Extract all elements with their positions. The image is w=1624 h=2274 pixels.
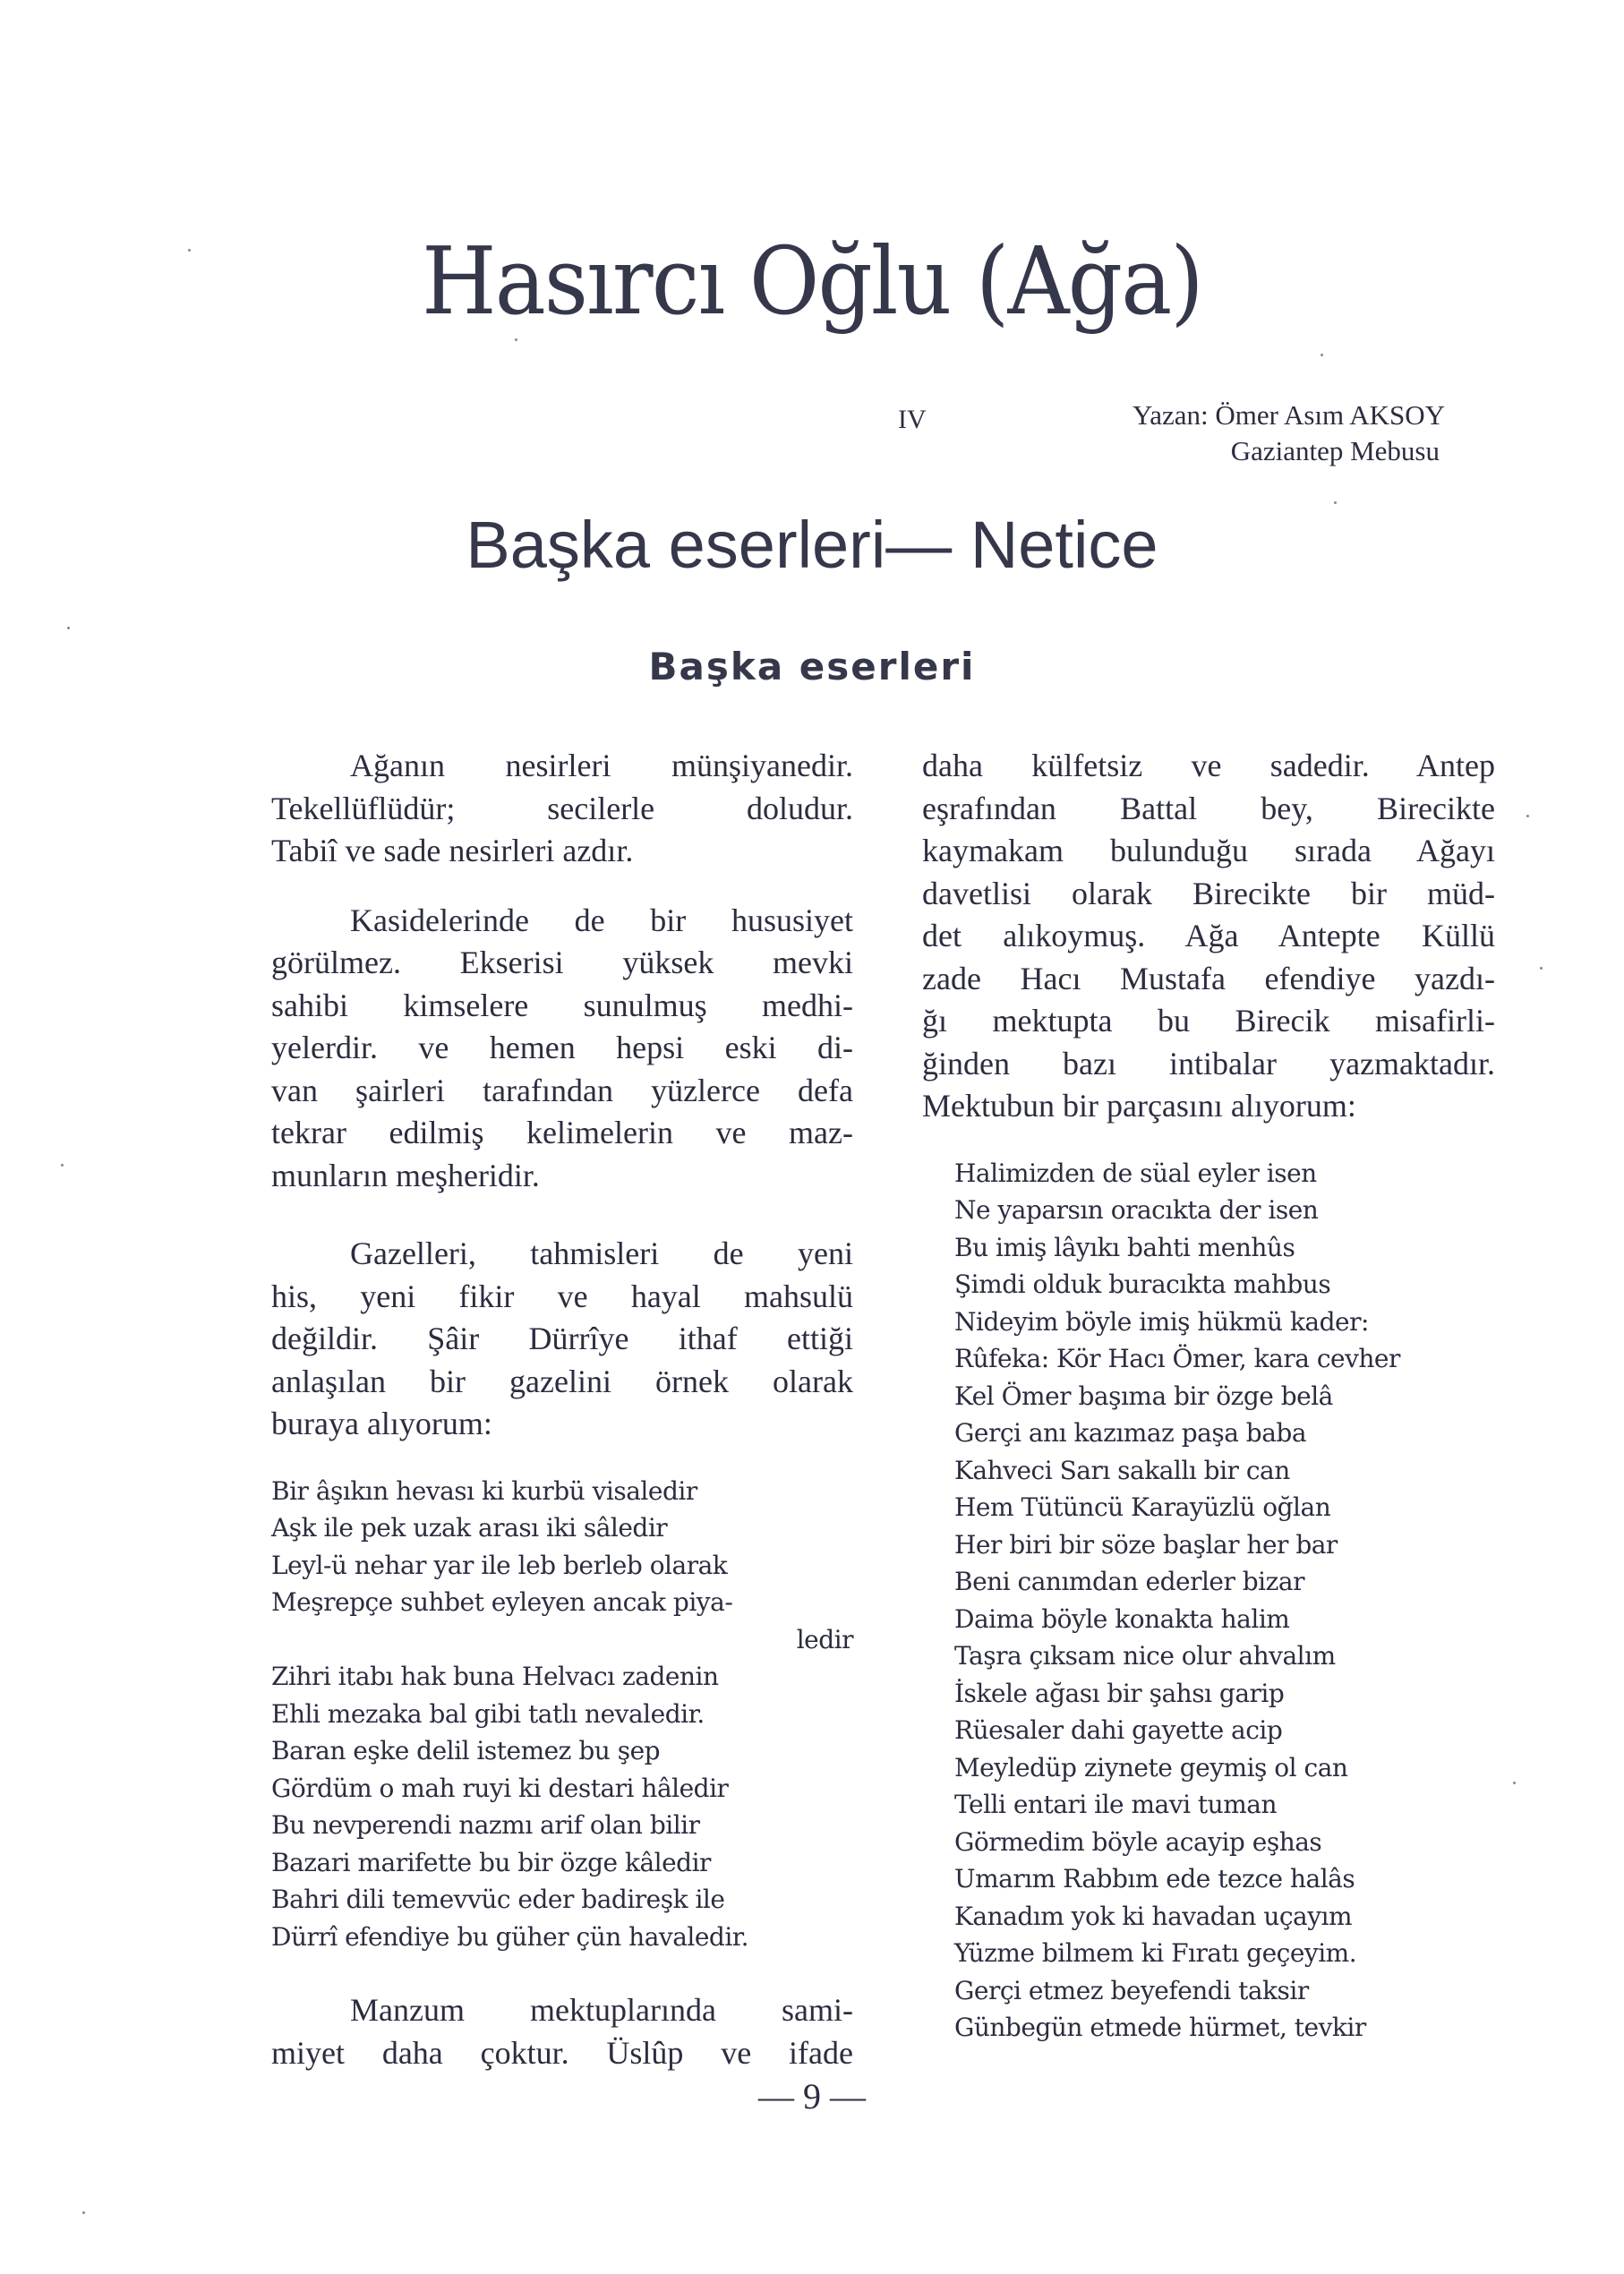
paragraph: [922, 745, 1495, 1128]
text-line: eşrafından Battal bey, Birecikte: [922, 790, 1495, 826]
verse-line: Baran eşke delil istemez bu şep: [271, 1736, 661, 1765]
text-line: anlaşılan bir gazelini örnek olarak: [271, 1363, 853, 1399]
scan-speck: [1540, 967, 1543, 970]
text-line: davetlisi olarak Birecikte bir müd-: [922, 875, 1495, 911]
verse-line: Beni canımdan ederler bizar: [954, 1567, 1304, 1596]
verse-line: Halimizden de süal eyler isen: [954, 1158, 1317, 1188]
verse-line: Bir âşıkın hevası ki kurbü visaledir: [271, 1475, 697, 1506]
section-subheading: Başka eserleri: [648, 645, 976, 688]
verse-line: Gerçi anı kazımaz paşa baba: [954, 1418, 1307, 1448]
verse-line: Rûfeka: Kör Hacı Ömer, kara cevher: [954, 1344, 1400, 1373]
text-line: yelerdir. ve hemen hepsi eski di-: [271, 1030, 853, 1065]
verse-line: Daima böyle konakta halim: [954, 1603, 1290, 1634]
verse-line: Kahveci Sarı sakallı bir can: [954, 1455, 1290, 1485]
paragraph: [271, 745, 853, 873]
verse-line: Her biri bir söze başlar her bar: [954, 1529, 1338, 1560]
verse-line: Ehli mezaka bal gibi tatlı nevaledir.: [271, 1698, 705, 1729]
text-line: ğı mektupta bu Birecik misafirli-: [922, 1003, 1495, 1039]
left-column: [271, 745, 853, 2101]
paragraph: [271, 900, 853, 1198]
verse-line: Umarım Rabbım ede tezce halâs: [954, 1864, 1355, 1894]
verse-line: Gerçi etmez beyefendi taksir: [954, 1975, 1309, 2005]
text-line: Mektubun bir parçasını alıyorum:: [922, 1088, 1356, 1124]
verse-line: Günbegün etmede hürmet, tevkir: [954, 2013, 1366, 2042]
verse-line: Yüzme bilmem ki Fıratı geçeyim.: [954, 1938, 1357, 1968]
page-number: — 9 —: [758, 2076, 866, 2116]
text-line: det alıkoymuş. Ağa Antepte Küllü: [922, 918, 1495, 953]
author-line: Yazan: Ömer Asım AKSOY: [1132, 399, 1445, 431]
text-line: munların meşheridir.: [271, 1157, 540, 1193]
text-line: Gazelleri, tahmisleri de yeni: [350, 1235, 853, 1271]
text-line: görülmez. Ekserisi yüksek mevki: [271, 945, 853, 980]
verse-line: Rüesaler dahi gayette acip: [954, 1715, 1283, 1745]
verse-line: Nideyim böyle imiş hükmü kader:: [954, 1306, 1369, 1337]
text-line: tekrar edilmiş kelimelerin ve maz-: [271, 1115, 853, 1150]
verse-line: Bu nevperendi nazmı arif olan bilir: [271, 1810, 700, 1840]
verse-line: Bu imiş lâyıkı bahti menhûs: [954, 1232, 1295, 1262]
byline: [1133, 398, 1445, 469]
verse-line: Bahri dili temevvüc eder badireşk ile: [271, 1885, 725, 1914]
text-line: buraya alıyorum:: [271, 1406, 492, 1441]
scan-speck: [1526, 815, 1529, 817]
author-title: Gaziantep Mebusu: [1230, 435, 1440, 466]
text-line: van şairleri tarafından yüzlerce defa: [271, 1072, 853, 1108]
verse-line: Zihri itabı hak buna Helvacı zadenin: [271, 1662, 719, 1691]
text-line: his, yeni fikir ve hayal mahsulü: [271, 1278, 853, 1314]
verse-line: Aşk ile pek uzak arası iki sâledir: [271, 1513, 668, 1543]
paragraph: [271, 1989, 853, 2074]
right-column: [922, 745, 1495, 2073]
verse-line: Hem Tütüncü Karayüzlü oğlan: [954, 1492, 1331, 1522]
text-line: miyet daha çoktur. Üslûp ve ifade: [271, 2034, 853, 2071]
verse-line: Şimdi olduk buracıkta mahbus: [954, 1270, 1331, 1299]
verse-line: Dürrî efendiye bu güher çün havaledir.: [271, 1921, 749, 1952]
verse-line: Kel Ömer başıma bir özge belâ: [954, 1381, 1333, 1411]
verse-line: Meyledüp ziynete geymiş ol can: [954, 1752, 1348, 1782]
verse-line: Taşra çıksam nice olur ahvalım: [954, 1641, 1336, 1671]
verse-line: Görmedim böyle acayip eşhas: [954, 1826, 1322, 1857]
scan-speck: [82, 2211, 85, 2214]
text-line: zade Hacı Mustafa efendiye yazdı-: [922, 960, 1495, 996]
verse-line: Gördüm o mah ruyi ki destari hâledir: [271, 1773, 729, 1803]
part-number: IV: [898, 405, 927, 434]
verse-line: Leyl-ü nehar yar ile leb berleb olarak: [271, 1550, 728, 1580]
scan-speck: [61, 1164, 64, 1167]
text-line: kaymakam bulunduğu sırada Ağayı: [922, 833, 1495, 868]
verse-line: Meşrepçe suhbet eyleyen ancak piya-: [271, 1587, 733, 1617]
poem-left: [271, 1473, 853, 1956]
text-line: Kasidelerinde de bir hususiyet: [350, 902, 853, 938]
article-title: Hasırcı Oğlu (Ağa): [422, 227, 1202, 336]
text-line: Manzum mektuplarında sami-: [350, 1992, 853, 2028]
text-line: Ağanın nesirleri münşiyanedir.: [350, 748, 853, 783]
scan-speck: [1321, 354, 1323, 356]
section-heading: Başka eserleri— Netice: [466, 508, 1158, 582]
text-line: Tekellüflüdür; secilerle doludur.: [271, 790, 853, 826]
text-line: daha külfetsiz ve sadedir. Antep: [922, 748, 1495, 783]
text-line: ğinden bazı intibalar yazmaktadır.: [922, 1045, 1495, 1081]
scan-speck: [1334, 501, 1337, 504]
scan-speck: [1513, 1782, 1516, 1784]
verse-line: Telli entari ile mavi tuman: [954, 1790, 1277, 1819]
text-line: Tabiî ve sade nesirleri azdır.: [271, 833, 634, 868]
verse-line: Ne yaparsın oracıkta der isen: [954, 1195, 1319, 1225]
verse-line: İskele ağası bir şahsı garip: [954, 1678, 1285, 1708]
text-line: değildir. Şâir Dürrîye ithaf ettiği: [271, 1321, 853, 1356]
scan-speck: [67, 627, 70, 629]
paragraph: [271, 1233, 853, 1446]
text-line: sahibi kimselere sunulmuş medhi-: [271, 987, 853, 1023]
scan-speck: [188, 249, 191, 252]
verse-line: ledir: [796, 1624, 853, 1654]
scan-speck: [515, 338, 517, 341]
poem-right: [922, 1155, 1495, 2047]
verse-line: Bazari marifette bu bir özge kâledir: [271, 1847, 711, 1877]
verse-line: Kanadım yok ki havadan uçayım: [954, 1901, 1353, 1931]
